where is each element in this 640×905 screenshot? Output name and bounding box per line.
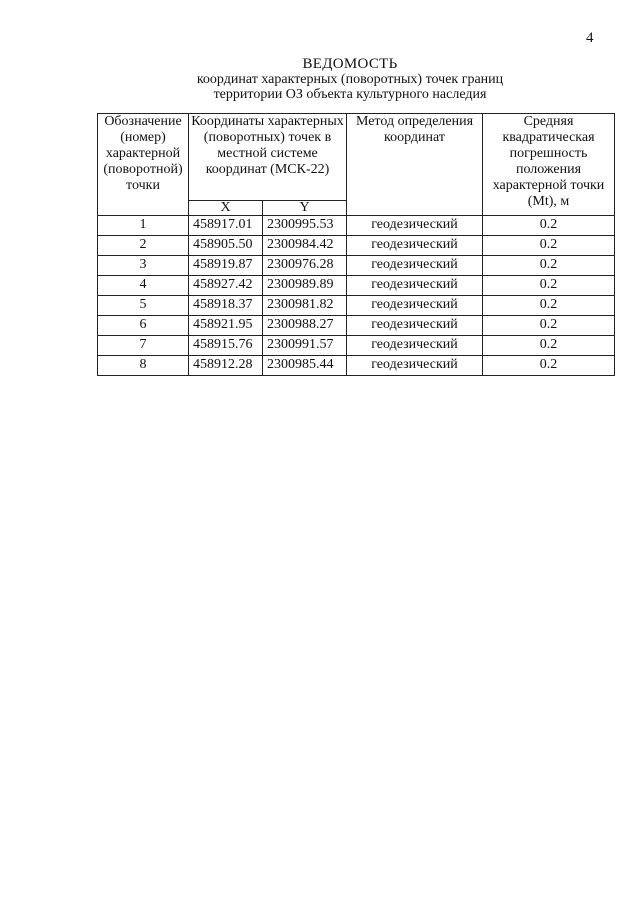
error-cell: 0.2 <box>483 276 615 296</box>
coordinate-y: 2300995.53 <box>263 216 347 236</box>
method-cell: геодезический <box>347 356 483 376</box>
method-cell: геодезический <box>347 296 483 316</box>
error-cell: 0.2 <box>483 256 615 276</box>
document-title: ВЕДОМОСТЬ <box>302 56 398 72</box>
coordinate-x: 458919.87 <box>189 256 263 276</box>
coordinate-y: 2300989.89 <box>263 276 347 296</box>
point-number: 1 <box>98 216 189 236</box>
method-cell: геодезический <box>347 216 483 236</box>
coordinate-x: 458918.37 <box>189 296 263 316</box>
coordinate-x: 458917.01 <box>189 216 263 236</box>
table-row <box>98 256 615 276</box>
method-cell: геодезический <box>347 276 483 296</box>
table-row <box>98 336 615 356</box>
header-x: X <box>189 201 263 216</box>
method-cell: геодезический <box>347 256 483 276</box>
coordinates-table <box>97 113 615 376</box>
coordinate-y: 2300981.82 <box>263 296 347 316</box>
coordinate-x: 458912.28 <box>189 356 263 376</box>
error-cell: 0.2 <box>483 356 615 376</box>
point-number: 5 <box>98 296 189 316</box>
point-number: 4 <box>98 276 189 296</box>
error-cell: 0.2 <box>483 336 615 356</box>
method-cell: геодезический <box>347 316 483 336</box>
coordinate-x: 458905.50 <box>189 236 263 256</box>
method-cell: геодезический <box>347 236 483 256</box>
error-cell: 0.2 <box>483 296 615 316</box>
table-row <box>98 276 615 296</box>
coordinate-y: 2300988.27 <box>263 316 347 336</box>
header-coordinates: Координаты характерных (поворотных) точек в местной системе координат (МСК-22) <box>189 114 347 201</box>
point-number: 6 <box>98 316 189 336</box>
coordinate-y: 2300984.42 <box>263 236 347 256</box>
header-y: Y <box>263 201 347 216</box>
table-row <box>98 296 615 316</box>
coordinate-y: 2300976.28 <box>263 256 347 276</box>
document-subtitle-line-2: территории ОЗ объекта культурного наследия <box>213 87 487 102</box>
header-method: Метод определения координат <box>347 114 483 216</box>
table-row <box>98 316 615 336</box>
table-row <box>98 356 615 376</box>
document-heading <box>0 57 640 102</box>
table-row <box>98 216 615 236</box>
document-subtitle-line-1: координат характерных (поворотных) точек границ <box>196 72 504 87</box>
table-row <box>98 236 615 256</box>
point-number: 8 <box>98 356 189 376</box>
method-cell: геодезический <box>347 336 483 356</box>
page-number: 4 <box>586 30 594 46</box>
header-error: Средняя квадратическая погрешность положения характерной точки (Mt), м <box>483 114 615 216</box>
error-cell: 0.2 <box>483 236 615 256</box>
point-number: 7 <box>98 336 189 356</box>
error-cell: 0.2 <box>483 216 615 236</box>
coordinate-x: 458915.76 <box>189 336 263 356</box>
point-number: 2 <box>98 236 189 256</box>
coordinate-x: 458921.95 <box>189 316 263 336</box>
coordinate-y: 2300985.44 <box>263 356 347 376</box>
error-cell: 0.2 <box>483 316 615 336</box>
coordinate-x: 458927.42 <box>189 276 263 296</box>
coordinate-y: 2300991.57 <box>263 336 347 356</box>
header-designation: Обозначение (номер) характерной (поворотной) точки <box>98 114 189 216</box>
point-number: 3 <box>98 256 189 276</box>
